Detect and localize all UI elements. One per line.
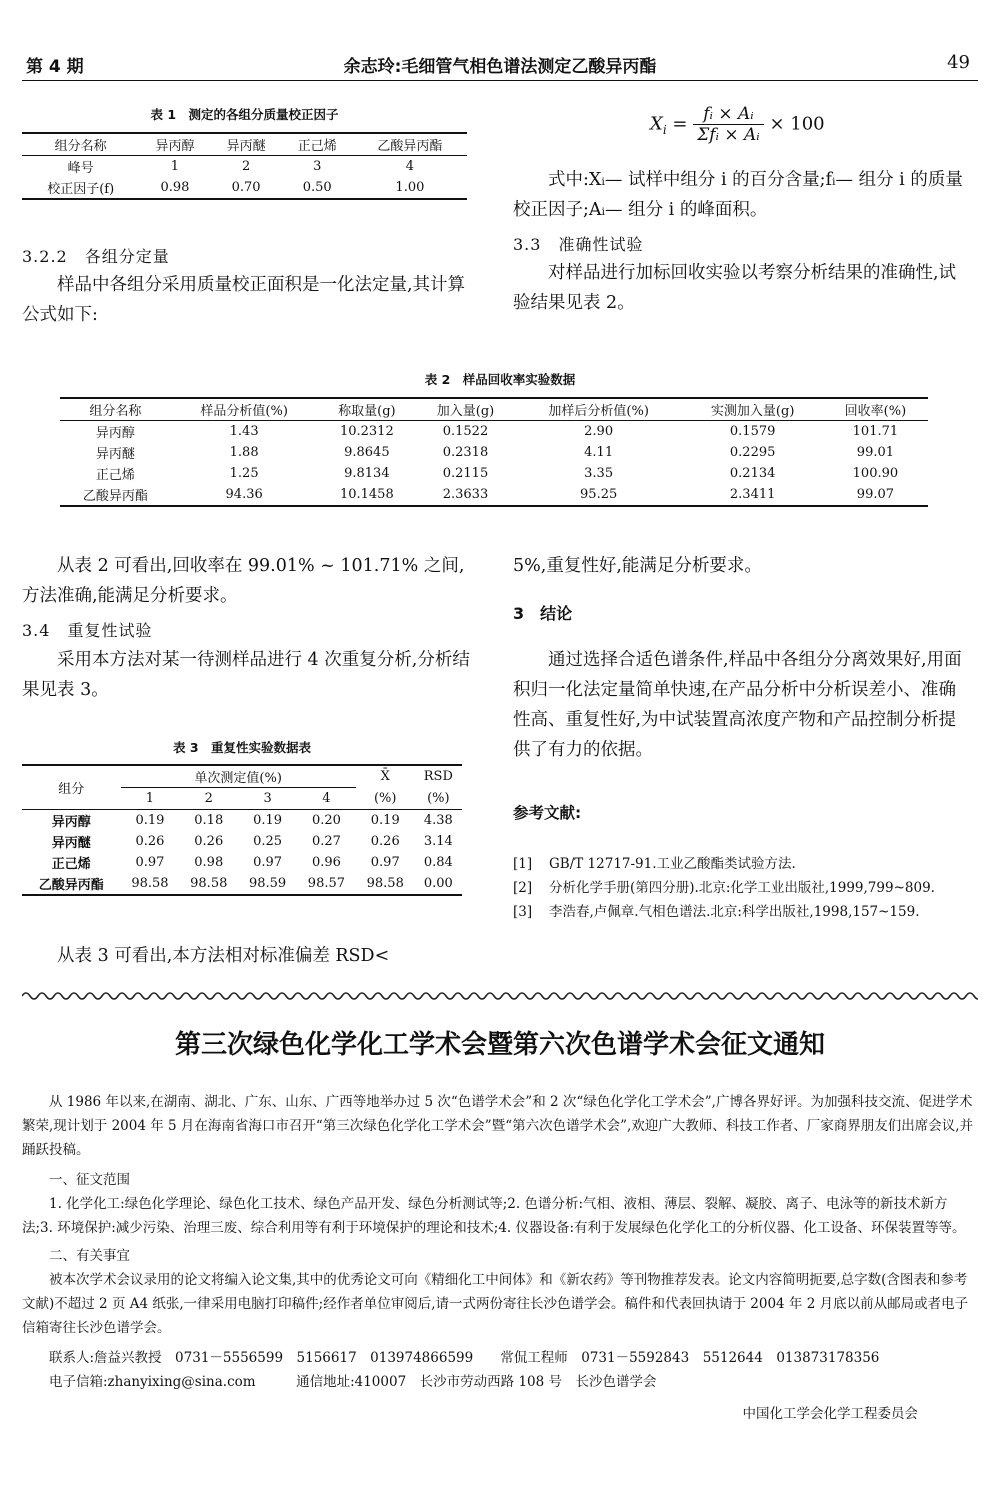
formula-explanation (513, 165, 973, 225)
table-cell: 异丙醇 (51, 815, 91, 830)
table-cell: 2.3633 (416, 484, 515, 506)
table1 (22, 132, 467, 200)
table-cell: 异丙醚 (95, 447, 135, 462)
section-3-2-2-body (22, 270, 470, 330)
table-cell: 4 (405, 159, 415, 174)
paragraph: 式中:Xᵢ— 试样中组分 i 的百分含量;fᵢ— 组分 i 的质量校正因子;Aᵢ— 组分 i 的峰面积。 (513, 170, 963, 220)
reference-number: [3] (513, 904, 533, 920)
conclusion-title: 3 结论 (513, 604, 573, 623)
section-3-4-title: 3.4 重复性试验 (22, 621, 153, 640)
table-cell: 校正因子(f) (22, 177, 139, 199)
section-3-3-body (513, 258, 973, 318)
table-header-cell: 组分名称 (60, 398, 171, 421)
table-cell: 1.25 (229, 466, 259, 481)
table-cell: 99.07 (823, 484, 928, 506)
formula-denominator: Σfᵢ × Aᵢ (697, 125, 760, 145)
reference-text: 李浩春,卢佩章.气相色谱法.北京:科学出版社,1998,157~159. (549, 904, 920, 920)
table-header-cell: 称取量(g) (318, 398, 417, 421)
table-header-cell: 2 (179, 788, 238, 810)
notice-heading-scope: 一、征文范围 (49, 1172, 130, 1188)
table-cell: 10.2312 (339, 424, 394, 439)
formula-sub: i (662, 123, 667, 138)
paragraph: 从表 3 可看出,本方法相对标准偏差 RSD< (57, 946, 390, 966)
table-cell: 0.98 (139, 177, 210, 199)
table-header-cell: 实测加入量(g) (682, 398, 822, 421)
section-3-2-2-title: 3.2.2 各组分定量 (22, 247, 170, 266)
table-cell: 1 (170, 159, 180, 174)
table-cell: 乙酸异丙酯 (60, 484, 171, 506)
table-cell: 100.90 (852, 466, 899, 481)
table-cell: 98.59 (238, 873, 297, 895)
paragraph: 从表 2 可看出,回收率在 99.01% ~ 101.71% 之间,方法准确,能满足分析要求。 (22, 556, 465, 606)
table2 (60, 397, 928, 507)
paragraph: 样品中各组分采用质量校正面积是一化法定量,其计算公式如下: (22, 275, 466, 325)
table-row (22, 177, 467, 199)
table-row (22, 873, 462, 895)
table-cell: 0.1579 (729, 424, 776, 439)
table3-header-row (22, 765, 462, 788)
table-cell: 0.50 (282, 177, 353, 199)
table-cell: 4.38 (423, 813, 453, 828)
section-3-4-body (22, 645, 470, 705)
references-list (513, 852, 973, 924)
table-cell: 0.2115 (442, 466, 489, 481)
table-cell: 98.58 (356, 873, 415, 895)
table-cell: 0.19 (135, 813, 165, 828)
table-cell: 1.43 (229, 424, 259, 439)
table-cell: 2.90 (584, 424, 614, 439)
table-row (60, 484, 928, 506)
table-cell: 0.27 (311, 834, 341, 849)
paragraph: 采用本方法对某一待测样品进行 4 次重复分析,分析结果见表 3。 (22, 650, 470, 700)
table-cell: 1.00 (353, 177, 467, 199)
table2-header-row (60, 398, 928, 421)
table-cell: 98.57 (297, 873, 356, 895)
formula-numerator: fᵢ × Aᵢ (693, 104, 763, 125)
table-header-cell: 异丙醇 (139, 133, 210, 156)
table-cell: 9.8134 (344, 466, 390, 481)
running-title: 余志玲:毛细管气相色谱法测定乙酸异丙酯 (343, 57, 657, 77)
table-header-cell: (%) (415, 788, 462, 810)
table-header-cell: 4 (297, 788, 356, 810)
table1-header-row (22, 133, 467, 156)
table-cell: 0.00 (415, 873, 462, 895)
table2-discussion (22, 551, 470, 611)
references-title: 参考文献: (513, 804, 582, 822)
table-header-cell: 单次测定值(%) (121, 765, 356, 788)
table-cell: 0.97 (135, 855, 165, 870)
conclusion-body (513, 645, 973, 765)
table3 (22, 764, 462, 896)
notice-body (22, 1090, 978, 1426)
table-cell: 异丙醇 (95, 426, 135, 441)
table-cell: 0.98 (194, 855, 224, 870)
table-cell: 10.1458 (318, 484, 417, 506)
table-cell: 0.84 (423, 855, 453, 870)
notice-contact: 联系人:詹益兴教授 0731－5556599 5156617 013974866599 常侃工程师 0731－5592843 5512644 013873178356 (49, 1350, 880, 1366)
table-cell: 正己烯 (95, 468, 135, 483)
table-cell: 98.58 (179, 873, 238, 895)
table-cell: 0.96 (311, 855, 341, 870)
notice-scope: 1. 化学化工:绿色化学理论、绿色化工技术、绿色产品开发、绿色分析测试等;2. 色谱分析:气相、液相、薄层、裂解、凝胶、离子、电泳等的新技术新方法;3. 环境保护:减少污染、治理三废、综合利用等有利于环境保护的理论和技术;4. 仪器设备:有利于发展绿色化学化工的分析仪器、化工设备、环保装置等等。 (22, 1196, 966, 1236)
table-cell: 0.97 (370, 855, 400, 870)
table-row (22, 852, 462, 873)
table-header-cell: 1 (121, 788, 180, 810)
reference-text: 分析化学手册(第四分册).北京:化学工业出版社,1999,799~809. (549, 880, 935, 896)
table-cell: 0.1522 (442, 424, 489, 439)
table-cell: 峰号 (67, 161, 94, 176)
table-cell: 3.35 (584, 466, 614, 481)
table-header-cell: 乙酸异丙酯 (353, 133, 467, 156)
paragraph: 通过选择合适色谱条件,样品中各组分分离效果好,用面积归一化法定量简单快速,在产品分析中分析误差小、准确性高、重复性好,为中试装置高浓度产物和产品控制分析提供了有力的依据。 (513, 650, 962, 760)
notice-matters: 被本次学术会议录用的论文将编入论文集,其中的优秀论文可向《精细化工中间体》和《新农药》等刊物推荐发表。论文内容简明扼要,总字数(含图表和参考文献)不超过 2 页 A4 纸张,一律采用电脑打印稿件;经作者单位审阅后,请一式两份寄往长沙色谱学会。稿件和代表回执请于 2004 年 2 月底以前从邮局或者电子信箱寄往长沙色谱学会。 (22, 1272, 969, 1336)
reference-text: GB/T 12717-91.工业乙酸酯类试验方法. (549, 856, 796, 872)
table-cell: 2 (241, 159, 251, 174)
table-cell: 0.2134 (729, 466, 776, 481)
notice-intro: 从 1986 年以来,在湖南、湖北、广东、山东、广西等地举办过 5 次“色谱学术会”和 2 次“绿色化学化工学术会”,广博各界好评。为加强科技交流、促进学术繁荣,现计划于 2004 年 5 月在海南省海口市召开“第三次绿色化学化工学术会”暨“第六次色谱学术会”,欢迎广大教师、科技工作者、厂家商界朋友们出席会议,并踊跃投稿。 (22, 1094, 974, 1158)
header-rule (22, 80, 978, 81)
table-header-cell: RSD (415, 765, 462, 788)
table-cell: 101.71 (852, 424, 899, 439)
notice-title: 第三次绿色化学化工学术会暨第六次色谱学术会征文通知 (174, 1030, 825, 1060)
notice-heading-matters: 二、有关事宜 (49, 1248, 130, 1264)
table-cell: 3.14 (423, 834, 453, 849)
table-header-cell: X̄ (356, 765, 415, 788)
table-row (22, 810, 462, 832)
notice-signature: 中国化工学会化学工程委员会 (742, 1406, 918, 1422)
table-cell: 0.2318 (442, 445, 489, 460)
table-cell: 乙酸异丙酯 (22, 873, 121, 895)
right-continuation: 5%,重复性好,能满足分析要求。 (513, 556, 762, 576)
table-cell: 0.25 (253, 834, 283, 849)
table-cell: 0.26 (194, 834, 224, 849)
paragraph: 对样品进行加标回收实验以考察分析结果的准确性,试验结果见表 2。 (513, 263, 957, 313)
reference-number: [2] (513, 880, 533, 896)
table-cell: 0.97 (253, 855, 283, 870)
table-header-cell: 组分 (22, 765, 121, 810)
journal-issue: 第 4 期 (26, 57, 84, 77)
table-cell: 3 (313, 159, 322, 174)
table-cell: 0.18 (194, 813, 224, 828)
table-row (60, 421, 928, 443)
table-header-cell: 回收率(%) (823, 398, 928, 421)
table1-caption: 表 1 测定的各组分质量校正因子 (150, 107, 339, 122)
table3-caption: 表 3 重复性实验数据表 (172, 740, 312, 755)
reference-item (513, 900, 973, 924)
table-cell: 9.8645 (344, 445, 390, 460)
table-header-cell: (%) (356, 788, 415, 810)
table-cell: 0.26 (135, 834, 165, 849)
table-row (22, 156, 467, 178)
page-number: 49 (947, 52, 970, 73)
table-cell: 98.58 (121, 873, 180, 895)
table-cell: 异丙醚 (51, 836, 91, 851)
table-cell: 0.70 (211, 177, 282, 199)
table-header-cell: 异丙醚 (211, 133, 282, 156)
table-cell: 正己烯 (51, 857, 91, 872)
table2-caption: 表 2 样品回收率实验数据 (424, 372, 576, 387)
reference-item (513, 852, 973, 876)
table-header-cell: 3 (238, 788, 297, 810)
formula-fraction (693, 104, 763, 145)
table-header-cell: 样品分析值(%) (171, 398, 318, 421)
table-cell: 94.36 (171, 484, 318, 506)
notice-email: 电子信箱:zhanyixing@sina.com 通信地址:410007 长沙市劳动西路 108 号 长沙色谱学会 (49, 1374, 657, 1390)
table-cell: 0.19 (253, 813, 283, 828)
table-header-cell: 正己烯 (282, 133, 353, 156)
table3-discussion (22, 941, 470, 971)
reference-item (513, 876, 973, 900)
table-header-cell: 加入量(g) (416, 398, 515, 421)
section-3-3-title: 3.3 准确性试验 (513, 235, 644, 254)
table-row (22, 831, 462, 852)
table-row (60, 463, 928, 484)
wavy-divider (22, 990, 978, 1002)
table-row (60, 442, 928, 463)
table-header-cell: 组分名称 (22, 133, 139, 156)
table-cell: 99.01 (856, 445, 895, 460)
formula-lhs: X (650, 113, 663, 135)
table-cell: 0.20 (311, 813, 341, 828)
table-cell: 95.25 (515, 484, 683, 506)
table-cell: 0.26 (370, 834, 400, 849)
table-cell: 0.19 (370, 813, 400, 828)
table-cell: 0.2295 (729, 445, 776, 460)
table-cell: 2.3411 (682, 484, 822, 506)
reference-number: [1] (513, 856, 533, 872)
formula-multiplier: × 100 (769, 113, 825, 135)
table-cell: 1.88 (229, 445, 259, 460)
table-cell: 4.11 (584, 445, 614, 460)
formula: $X_i$ = $\frac{\text{fᵢ × Aᵢ}}{\text{Σfᵢ × Aᵢ}}$ × 100 (650, 104, 825, 145)
table-header-cell: 加样后分析值(%) (515, 398, 683, 421)
